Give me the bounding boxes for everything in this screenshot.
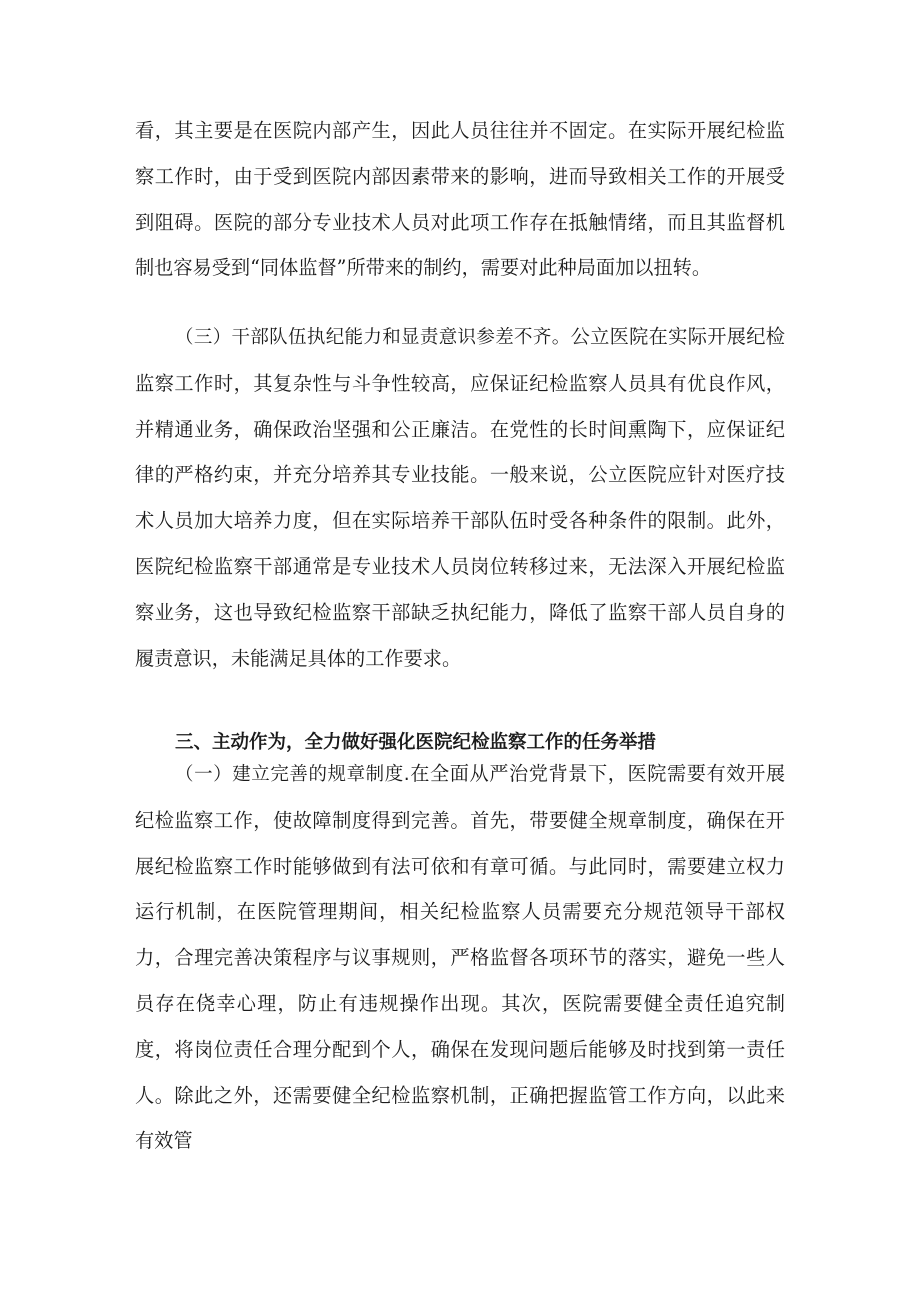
paragraph-cadre-ability bbox=[135, 314, 785, 681]
paragraph-text: 公立医院在实际开展纪检监察工作时，其复杂性与斗争性较高，应保证纪检监察人员具有优良作风，并精通业务，确保政治坚强和公正廉洁。在党性的长时间熏陶下，应保证纪律的严格约束，并充分培养其专业技能。一般来说，公立医院应针对医疗技术人员加大培养力度，但在实际培养干部队伍时受各种条件的限制。此外，医院纪检监察干部通常是专业技术人员岗位转移过来，无法深入开展纪检监察业务，这也导致纪检监察干部缺乏执纪能力，降低了监察干部人员自身的履责意识，未能满足具体的工作要求。 bbox=[135, 325, 785, 670]
paragraph-rules-system bbox=[135, 751, 785, 1164]
paragraph-continuation bbox=[135, 108, 785, 291]
paragraph-lead: （一）建立完善的规章制度. bbox=[175, 764, 410, 785]
paragraph-text: 看，其主要是在医院内部产生，因此人员往往并不固定。在实际开展纪检监察工作时，由于受到医院内部因素带来的影响，进而导致相关工作的开展受到阻碍。医院的部分专业技术人员对此项工作存在抵触情绪，而且其监督机制也容易受到“同体监督”所带来的制约，需要对此种局面加以扭转。 bbox=[135, 119, 785, 280]
paragraph-lead: （三）干部队伍执纪能力和显责意识参差不齐。 bbox=[175, 327, 571, 348]
section-heading: 三、主动作为，全力做好强化医院纪检监察工作的任务举措 bbox=[175, 732, 657, 753]
paragraph-text: 在全面从严治党背景下，医院需要有效开展纪检监察工作，使故障制度得到完善。首先，带要健全规章制度，确保在开展纪检监察工作时能够做到有法可依和有章可循。与此同时，需要建立权力运行机制，在医院管理期间，相关纪检监察人员需要充分规范领导干部权力，合理完善决策程序与议事规则，严格监督各项环节的落实，避免一些人员存在侥幸心理，防止有违规操作出现。其次，医院需要健全责任追究制度，将岗位责任合理分配到个人，确保在发现问题后能够及时找到第一责任人。除此之外，还需要健全纪检监察机制，正确把握监管工作方向，以此来有效管 bbox=[135, 762, 786, 1153]
